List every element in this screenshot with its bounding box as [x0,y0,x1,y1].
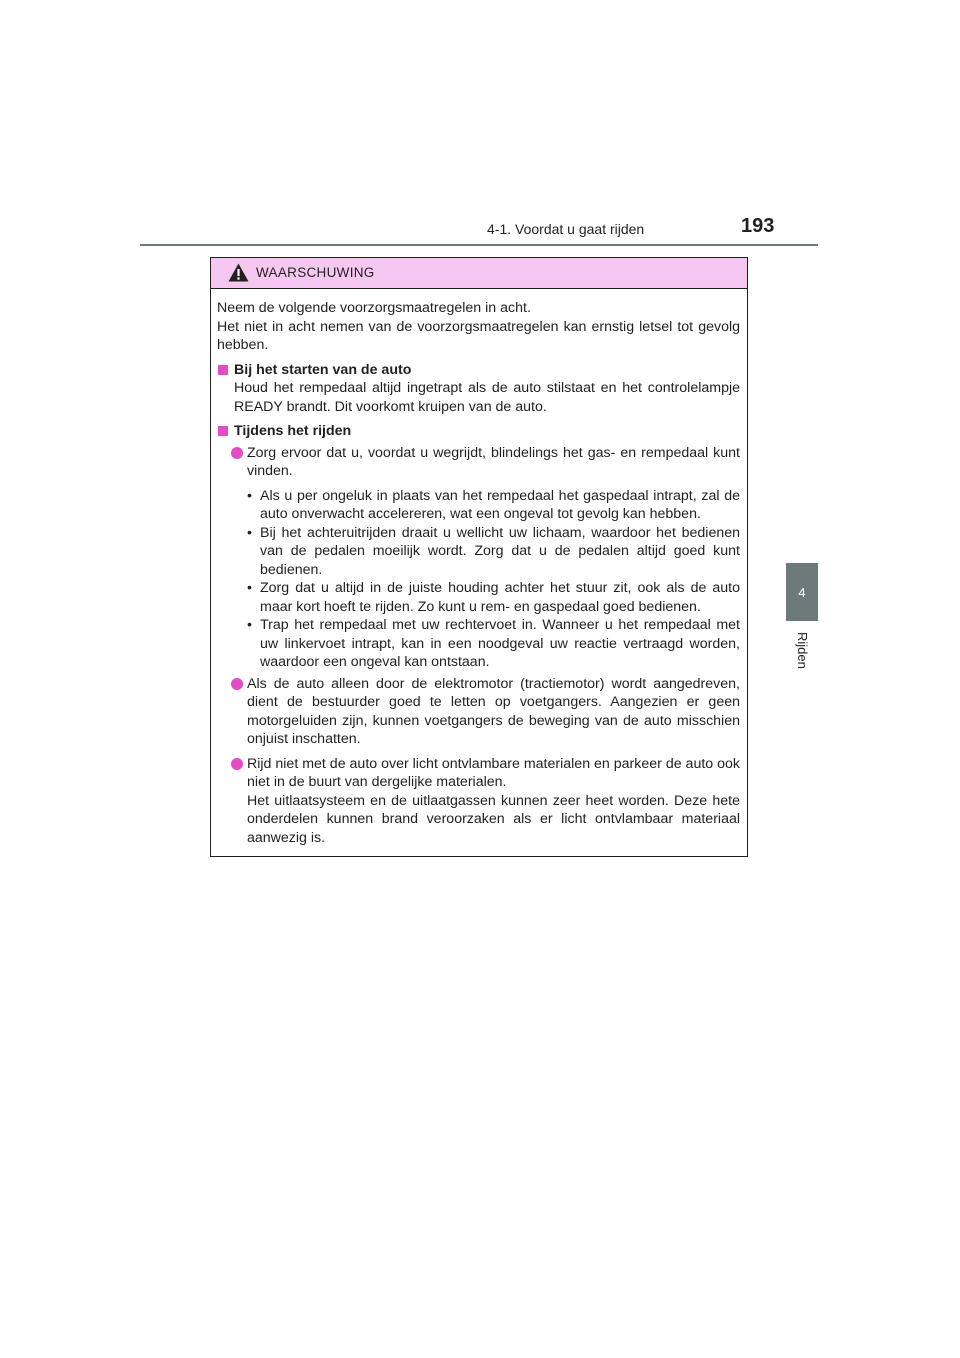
dot-marker-icon: • [247,617,252,633]
header-rule [140,244,818,246]
warning-title: WAARSCHUWING [256,265,375,280]
sub-list-item: • Zorg dat u altijd in de juiste houding achter het stuur zit, ook als de auto maar kort hoeft te rijden. Zo kunt u rem- en gaspedaal goed bedienen. [247,580,740,615]
circle-bullet-icon [231,678,243,690]
circle-bullet-icon [231,447,243,459]
warning-body [211,289,747,847]
section-title: 4-1. Voordat u gaat rijden [487,221,645,237]
chapter-label: Rijden [795,632,810,669]
sub-list-item: • Bij het achteruitrijden draait u wellicht uw lichaam, waardoor het bedienen van de pedalen moeilijk wordt. Zorg dat u de pedalen altijd goed kunt bedienen. [247,524,740,578]
section-text: Houd het rempedaal altijd ingetrapt als de auto stilstaat en het controlelampje READY brandt. Dit voorkomt kruipen van de auto. [234,380,740,415]
chapter-tab [786,563,818,621]
warning-intro: Neem de volgende voorzorgsmaatregelen in acht. [217,300,531,316]
warning-triangle-icon [228,263,249,282]
section-starting [217,361,740,417]
circle-bullet-icon [231,758,243,770]
warning-intro-2: Het niet in acht nemen van de voorzorgsmaatregelen kan ernstig letsel tot gevolg hebben. [217,318,740,353]
dot-marker-icon: • [247,524,252,541]
chapter-number: 4 [798,584,806,600]
warning-box [210,257,748,857]
section-driving [217,422,740,847]
list-item: Als de auto alleen door de elektromotor (tractiemotor) wordt aangedreven, dient de bestuurder goed te letten op voetgangers. Aangezien er geen motorgeluiden zijn, kunnen voetgangers de beweging van de auto misschien onjuist inschatten. [217,675,740,749]
dot-marker-icon: • [247,580,252,596]
dot-marker-icon: • [247,487,252,504]
sub-list-item: • Als u per ongeluk in plaats van het rempedaal het gaspedaal intrapt, zal de auto onverwacht accelereren, wat een ongeval tot gevolg kan hebben. [247,487,740,522]
square-bullet-icon [218,365,228,375]
list-item: Zorg ervoor dat u, voordat u wegrijdt, blindelings het gas- en rempedaal kunt vinden. [217,444,740,481]
list-item: Rijd niet met de auto over licht ontvlambare materialen en parkeer de auto ook niet in de buurt van dergelijke materialen. Het uitlaatsysteem en de uitlaatgassen kunnen zeer heet worden. Deze hete onderdelen kunnen brand veroorzaken als er licht ontvlambaar materiaal aanwezig is. [217,755,740,848]
sub-list-item: • Trap het rempedaal met uw rechtervoet in. Wanneer u het rempedaal met uw linkervoet intrapt, kan in een noodgeval uw reactie vertraagd worden, waardoor een ongeval kan ontstaan. [247,617,740,670]
square-bullet-icon [218,426,228,436]
page-number: 193 [741,215,775,237]
warning-header [211,258,747,289]
section-heading: Bij het starten van de auto [217,361,740,380]
section-heading: Tijdens het rijden [217,422,740,441]
sub-list [217,487,740,672]
